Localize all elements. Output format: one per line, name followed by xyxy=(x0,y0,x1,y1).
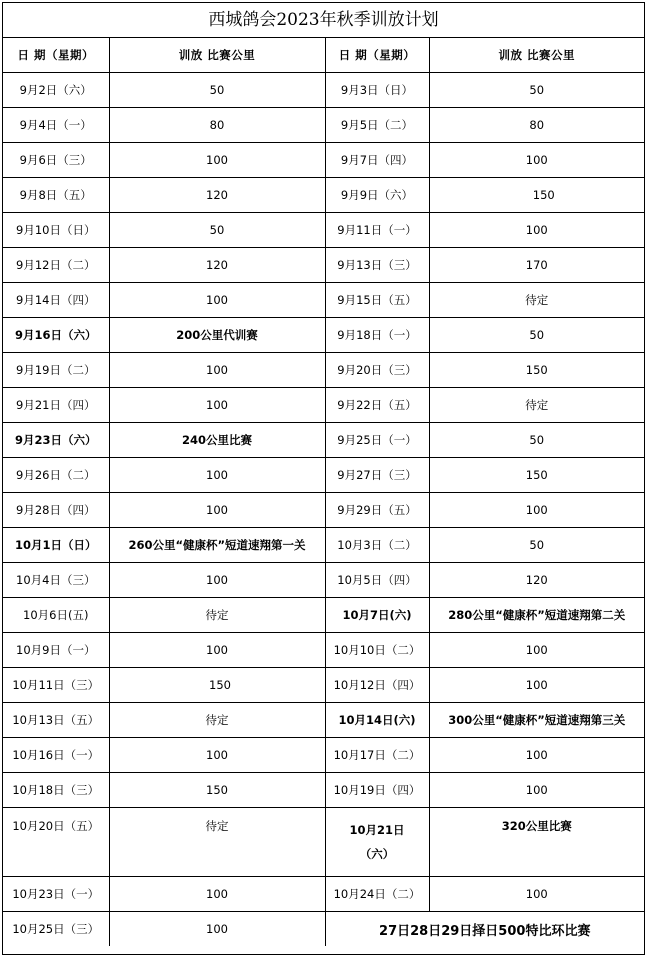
km-cell: 300公里“健康杯”短道速翔第三关 xyxy=(429,703,644,738)
km-cell: 待定 xyxy=(429,388,644,423)
km-cell: 待定 xyxy=(109,598,325,633)
km-cell: 80 xyxy=(109,108,325,143)
date-cell: 9月11日（一） xyxy=(325,213,429,248)
table-row xyxy=(3,283,644,318)
km-cell: 150 xyxy=(429,353,644,388)
date-cell: 9月26日（二） xyxy=(3,458,109,493)
km-cell: 50 xyxy=(429,528,644,563)
table-row xyxy=(3,773,644,808)
km-cell: 100 xyxy=(109,912,325,947)
km-cell: 100 xyxy=(429,143,644,178)
date-cell: 10月4日（三） xyxy=(3,563,109,598)
date-cell: 9月19日（二） xyxy=(3,353,109,388)
merged-note-cell: 27日28日29日择日500特比环比赛 xyxy=(325,912,644,947)
date-cell: 10月11日（三） xyxy=(3,668,109,703)
header-km-2: 训放 比赛公里 xyxy=(429,38,644,73)
km-cell: 100 xyxy=(109,353,325,388)
km-cell: 100 xyxy=(429,668,644,703)
table-row xyxy=(3,668,644,703)
date-cell: 10月3日（二） xyxy=(325,528,429,563)
table-row xyxy=(3,458,644,493)
km-cell: 150 xyxy=(109,773,325,808)
table-row xyxy=(3,738,644,773)
km-cell: 100 xyxy=(429,773,644,808)
km-cell: 260公里“健康杯”短道速翔第一关 xyxy=(109,528,325,563)
date-cell: 9月13日（三） xyxy=(325,248,429,283)
date-cell: 9月8日（五） xyxy=(3,178,109,213)
table-row xyxy=(3,598,644,633)
km-cell: 50 xyxy=(429,318,644,353)
km-cell: 120 xyxy=(429,563,644,598)
table-row xyxy=(3,912,644,947)
km-cell: 100 xyxy=(429,738,644,773)
date-cell: 9月29日（五） xyxy=(325,493,429,528)
km-cell: 待定 xyxy=(429,283,644,318)
date-cell: 9月6日（三） xyxy=(3,143,109,178)
km-cell: 170 xyxy=(429,248,644,283)
date-cell: 9月16日（六） xyxy=(3,318,109,353)
header-km: 训放 比赛公里 xyxy=(109,38,325,73)
km-cell: 100 xyxy=(109,283,325,318)
date-cell: 9月10日（日） xyxy=(3,213,109,248)
date-cell: 9月2日（六） xyxy=(3,73,109,108)
date-cell: 10月9日（一） xyxy=(3,633,109,668)
date-cell: 9月20日（三） xyxy=(325,353,429,388)
date-cell: 9月15日（五） xyxy=(325,283,429,318)
date-cell: 9月7日（四） xyxy=(325,143,429,178)
header-date: 日 期（星期） xyxy=(3,38,109,73)
km-cell: 320公里比赛 xyxy=(429,808,644,877)
table-row xyxy=(3,563,644,598)
table-row xyxy=(3,388,644,423)
date-cell: 9月28日（四） xyxy=(3,493,109,528)
km-cell: 100 xyxy=(109,563,325,598)
km-cell: 50 xyxy=(109,73,325,108)
date-cell: 10月6日(五) xyxy=(3,598,109,633)
table-row xyxy=(3,877,644,912)
table-row xyxy=(3,213,644,248)
km-cell: 150 xyxy=(429,178,644,213)
table-row xyxy=(3,633,644,668)
table-row xyxy=(3,423,644,458)
date-cell: 10月13日（五） xyxy=(3,703,109,738)
table-row xyxy=(3,73,644,108)
date-cell: 9月21日（四） xyxy=(3,388,109,423)
date-cell: 10月20日（五） xyxy=(3,808,109,877)
km-cell: 100 xyxy=(109,493,325,528)
km-cell: 100 xyxy=(109,738,325,773)
km-cell: 240公里比赛 xyxy=(109,423,325,458)
table-row xyxy=(3,808,644,877)
km-cell: 200公里代训赛 xyxy=(109,318,325,353)
date-cell: 9月18日（一） xyxy=(325,318,429,353)
table-row xyxy=(3,353,644,388)
date-cell: 10月19日（四） xyxy=(325,773,429,808)
km-cell: 100 xyxy=(109,633,325,668)
date-cell: 10月1日（日） xyxy=(3,528,109,563)
km-cell: 100 xyxy=(429,493,644,528)
date-cell: 9月3日（日） xyxy=(325,73,429,108)
table-row xyxy=(3,703,644,738)
table-row xyxy=(3,248,644,283)
km-cell: 100 xyxy=(429,213,644,248)
date-cell: 9月4日（一） xyxy=(3,108,109,143)
date-cell: 10月17日（二） xyxy=(325,738,429,773)
km-cell: 50 xyxy=(429,73,644,108)
date-cell: 9月14日（四） xyxy=(3,283,109,318)
date-cell: 9月25日（一） xyxy=(325,423,429,458)
schedule-sheet xyxy=(2,2,645,955)
km-cell: 100 xyxy=(109,143,325,178)
km-cell: 150 xyxy=(429,458,644,493)
date-line-1: 10月21日 xyxy=(349,823,405,837)
date-line-2: （六） xyxy=(359,847,395,861)
km-cell: 100 xyxy=(109,388,325,423)
date-cell: 9月5日（二） xyxy=(325,108,429,143)
schedule-table xyxy=(3,38,644,946)
date-cell: 9月22日（五） xyxy=(325,388,429,423)
table-row xyxy=(3,493,644,528)
km-cell: 100 xyxy=(109,877,325,912)
table-row xyxy=(3,318,644,353)
km-cell: 100 xyxy=(429,633,644,668)
date-cell: 10月18日（三） xyxy=(3,773,109,808)
header-row xyxy=(3,38,644,73)
km-cell: 280公里“健康杯”短道速翔第二关 xyxy=(429,598,644,633)
table-row xyxy=(3,143,644,178)
table-row xyxy=(3,178,644,213)
km-cell: 100 xyxy=(429,877,644,912)
km-cell: 50 xyxy=(429,423,644,458)
date-cell: 10月14日(六) xyxy=(325,703,429,738)
date-cell: 10月7日(六) xyxy=(325,598,429,633)
km-cell: 150 xyxy=(109,668,325,703)
table-row xyxy=(3,108,644,143)
date-cell: 10月25日（三） xyxy=(3,912,109,947)
date-cell: 10月10日（二） xyxy=(325,633,429,668)
date-cell: 10月16日（一） xyxy=(3,738,109,773)
km-cell: 80 xyxy=(429,108,644,143)
header-date-2: 日 期（星期） xyxy=(325,38,429,73)
table-row xyxy=(3,528,644,563)
date-cell: 9月27日（三） xyxy=(325,458,429,493)
km-cell: 50 xyxy=(109,213,325,248)
km-cell: 120 xyxy=(109,178,325,213)
km-cell: 待定 xyxy=(109,703,325,738)
date-cell: 10月24日（二） xyxy=(325,877,429,912)
date-cell xyxy=(325,808,429,877)
km-cell: 120 xyxy=(109,248,325,283)
date-cell: 9月23日（六） xyxy=(3,423,109,458)
date-cell: 9月9日（六） xyxy=(325,178,429,213)
km-cell: 待定 xyxy=(109,808,325,877)
date-cell: 9月12日（二） xyxy=(3,248,109,283)
page-title: 西城鸽会2023年秋季训放计划 xyxy=(3,3,644,38)
km-cell: 100 xyxy=(109,458,325,493)
date-cell: 10月5日（四） xyxy=(325,563,429,598)
date-cell: 10月12日（四） xyxy=(325,668,429,703)
date-cell: 10月23日（一） xyxy=(3,877,109,912)
